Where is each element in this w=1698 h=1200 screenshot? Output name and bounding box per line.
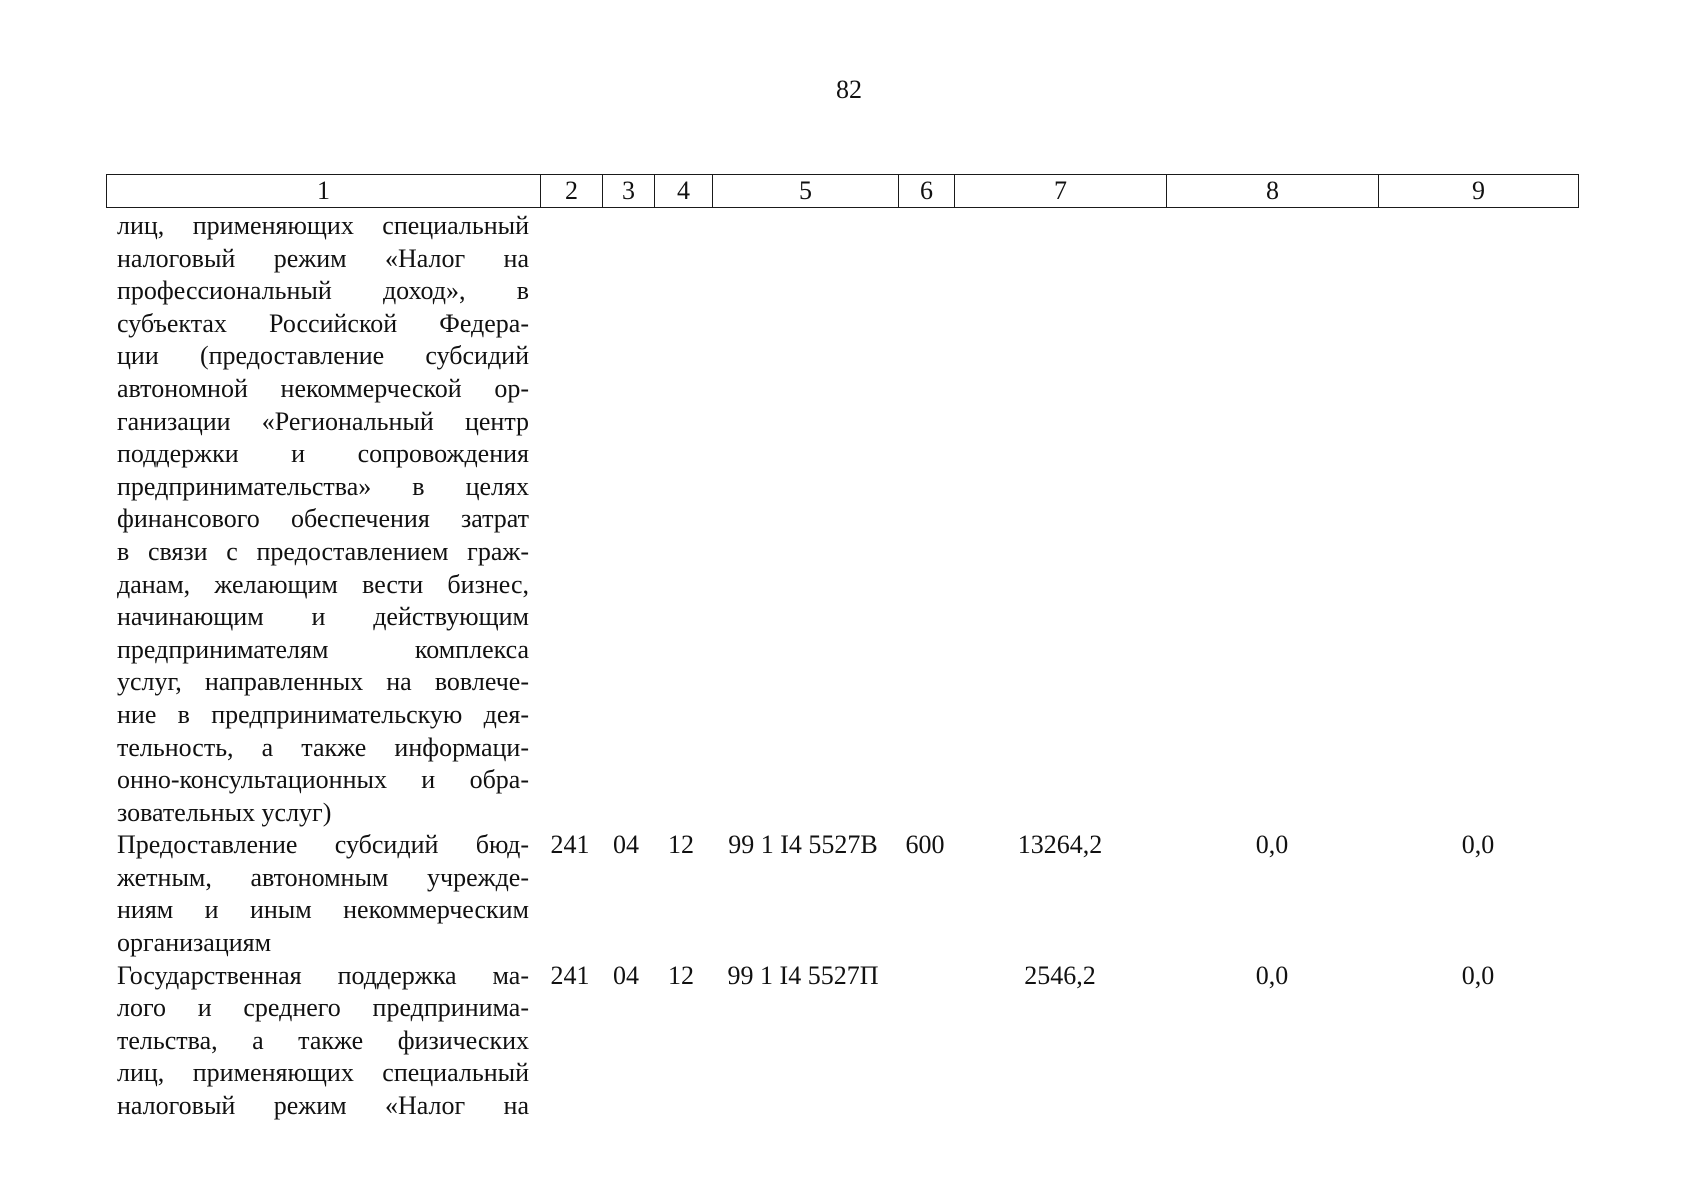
cell-amount-col9: 0,0 — [1461, 830, 1495, 860]
description-line: лиц, применяющих специальный — [117, 211, 529, 240]
header-col-7: 7 — [955, 175, 1167, 208]
cell-target-article: 99 1 I4 5527П — [727, 960, 879, 990]
description-line: ции (предоставление субсидий — [117, 341, 529, 371]
cell-amount-col9: 0,0 — [1461, 960, 1495, 990]
header-col-3: 3 — [603, 175, 655, 208]
description-line: субъектах Российской Федера- — [117, 308, 529, 338]
table-row — [0, 210, 1698, 829]
description-line: Предоставление субсидий бюд- — [117, 830, 529, 860]
description-line: лиц, применяющих специальный — [117, 1058, 529, 1088]
row-description — [117, 960, 529, 1123]
header-row — [107, 175, 1579, 208]
header-col-1: 1 — [107, 175, 541, 208]
description-line: услуг, направленных на вовлече- — [117, 667, 529, 697]
cell-ministry-code: 241 — [550, 830, 590, 860]
description-line: финансового обеспечения затрат — [117, 504, 529, 534]
description-line: тельства, а также физических — [117, 1025, 529, 1055]
header-col-2: 2 — [541, 175, 603, 208]
description-line: ние в предпринимательскую дея- — [117, 699, 529, 729]
header-col-6: 6 — [899, 175, 955, 208]
description-line: предпринимательства» в целях — [117, 471, 529, 501]
cell-section: 04 — [613, 830, 639, 860]
description-line: тельность, а также информаци- — [117, 732, 529, 762]
description-line: поддержки и сопровождения — [117, 439, 529, 469]
description-line: налоговый режим «Налог на — [117, 1091, 529, 1121]
description-line: лого и среднего предпринима- — [117, 993, 529, 1023]
description-line: Государственная поддержка ма- — [117, 960, 529, 990]
row-description — [117, 210, 529, 829]
description-line: онно-консультационных и обра- — [117, 765, 529, 795]
header-col-9: 9 — [1379, 175, 1579, 208]
page-number: 82 — [836, 75, 862, 104]
row-description — [117, 829, 529, 959]
cell-target-article: 99 1 I4 5527В — [728, 830, 878, 860]
description-line: начинающим и действующим — [117, 602, 529, 632]
cell-subsection: 12 — [668, 830, 694, 860]
table-body — [0, 210, 1698, 1123]
table-row — [0, 829, 1698, 959]
description-line: зовательных услуг) — [117, 797, 332, 827]
cell-amount-col8: 0,0 — [1255, 830, 1289, 860]
cell-section: 04 — [613, 960, 639, 990]
cell-ministry-code: 241 — [550, 960, 590, 990]
header-col-4: 4 — [655, 175, 713, 208]
description-line: данам, желающим вести бизнес, — [117, 569, 529, 599]
cell-expense-type: 600 — [905, 830, 945, 860]
cell-amount-col7: 2546,2 — [1024, 960, 1096, 990]
description-line: предпринимателям комплекса — [117, 634, 529, 664]
header-col-5: 5 — [713, 175, 899, 208]
description-line: в связи с предоставлением граж- — [117, 536, 529, 566]
description-line: ганизации «Региональный центр — [117, 406, 529, 436]
column-number-header — [106, 174, 1579, 208]
cell-amount-col8: 0,0 — [1255, 960, 1289, 990]
header-col-8: 8 — [1167, 175, 1379, 208]
description-line: жетным, автономным учрежде- — [117, 862, 529, 892]
cell-amount-col7: 13264,2 — [1017, 830, 1103, 860]
cell-subsection: 12 — [668, 960, 694, 990]
description-line: ниям и иным некоммерческим — [117, 895, 529, 925]
description-line: автономной некоммерческой ор- — [117, 373, 529, 403]
description-line: налоговый режим «Налог на — [117, 243, 529, 273]
description-line: организациям — [117, 928, 272, 958]
description-line: профессиональный доход», в — [117, 276, 529, 306]
table-row — [0, 960, 1698, 1123]
